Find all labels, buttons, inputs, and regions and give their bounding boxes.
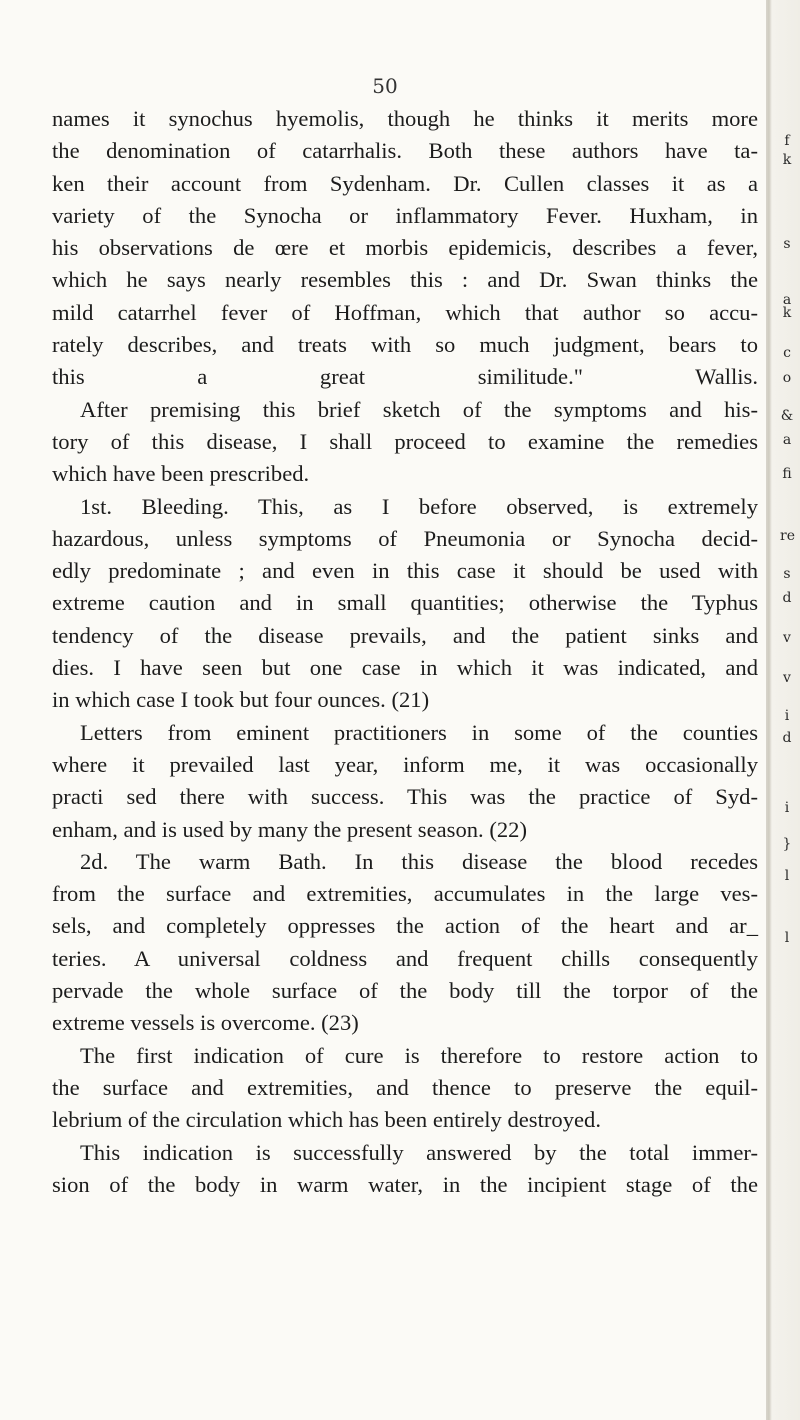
text-line: practi sed there with success. This was the practice of Syd- bbox=[52, 784, 758, 810]
text-line: which have been prescribed. bbox=[52, 461, 310, 487]
text-line: the denomination of catarrhalis. Both these authors have ta- bbox=[52, 138, 758, 164]
edge-letter: l bbox=[784, 868, 790, 884]
text-line: ken their account from Sydenham. Dr. Cullen classes it as a bbox=[52, 170, 758, 196]
text-line: extreme caution and in small quantities; otherwise the Typhus bbox=[52, 590, 758, 616]
edge-letter: & bbox=[780, 408, 794, 424]
text-line: variety of the Synocha or inflammatory Fever. Huxham, in bbox=[52, 202, 758, 228]
text-line: rately describes, and treats with so much judgment, bears to bbox=[52, 332, 758, 358]
text-line: sion of the body in warm water, in the incipient stage of the bbox=[52, 1171, 758, 1197]
edge-letter: s bbox=[783, 566, 791, 582]
text-line: this a great similitude." Wallis. bbox=[52, 364, 758, 390]
text-line: This indication is successfully answered by the total immer- bbox=[80, 1139, 758, 1165]
edge-letter: } bbox=[782, 836, 792, 852]
text-line: from the surface and extremities, accumulates in the large ves- bbox=[52, 881, 758, 907]
edge-letter: d bbox=[782, 730, 792, 746]
edge-letter: o bbox=[782, 370, 792, 386]
text-line: lebrium of the circulation which has been entirely destroyed. bbox=[52, 1107, 601, 1133]
text-line: 2d. The warm Bath. In this disease the blood recedes bbox=[80, 848, 758, 874]
edge-letter: f bbox=[784, 133, 790, 149]
page-number: 50 bbox=[372, 74, 398, 98]
edge-letter: k bbox=[782, 152, 792, 168]
text-line: extreme vessels is overcome. (23) bbox=[52, 1010, 359, 1036]
text-line: Letters from eminent practitioners in some of the counties bbox=[80, 719, 758, 745]
text-line: pervade the whole surface of the body till the torpor of the bbox=[52, 978, 758, 1004]
adjacent-page-edge bbox=[766, 0, 800, 1420]
text-line: edly predominate ; and even in this case it should be used with bbox=[52, 558, 758, 584]
text-line: 1st. Bleeding. This, as I before observed, is extremely bbox=[80, 493, 758, 519]
edge-letter: v bbox=[783, 630, 791, 646]
text-line: tory of this disease, I shall proceed to examine the remedies bbox=[52, 428, 758, 454]
text-line: enham, and is used by many the present season. (22) bbox=[52, 816, 527, 842]
adjacent-page-letters bbox=[774, 0, 800, 1420]
text-line: dies. I have seen but one case in which it was indicated, and bbox=[52, 655, 758, 681]
text-line: teries. A universal coldness and frequent chills consequently bbox=[52, 945, 758, 971]
edge-letter: re bbox=[780, 528, 795, 544]
edge-letter: c bbox=[783, 345, 791, 361]
text-line: After premising this brief sketch of the symptoms and his- bbox=[80, 396, 758, 422]
text-line: sels, and completely oppresses the action of the heart and ar_ bbox=[52, 913, 758, 939]
edge-letter: v bbox=[783, 670, 791, 686]
text-line: in which case I took but four ounces. (21) bbox=[52, 687, 430, 713]
text-line: his observations de œre et morbis epidemicis, describes a fever, bbox=[52, 235, 758, 261]
body-text bbox=[52, 103, 758, 1201]
text-line: the surface and extremities, and thence to preserve the equil- bbox=[52, 1074, 758, 1100]
edge-letter: k bbox=[782, 305, 792, 321]
edge-letter: fi bbox=[782, 466, 792, 482]
edge-letter: a bbox=[782, 432, 792, 448]
edge-letter: l bbox=[784, 930, 790, 946]
text-line: which he says nearly resembles this : and Dr. Swan thinks the bbox=[52, 267, 758, 293]
text-line: tendency of the disease prevails, and the patient sinks and bbox=[52, 622, 758, 648]
edge-letter: d bbox=[782, 590, 792, 606]
text-line: mild catarrhel fever of Hoffman, which that author so accu- bbox=[52, 299, 758, 325]
text-line: where it prevailed last year, inform me, it was occasionally bbox=[52, 751, 758, 777]
edge-letter: a bbox=[782, 292, 792, 308]
edge-letter: s bbox=[783, 236, 791, 252]
text-line: names it synochus hyemolis, though he thinks it merits more bbox=[52, 106, 758, 131]
text-line: The first indication of cure is therefore to restore action to bbox=[80, 1042, 758, 1068]
text-line: hazardous, unless symptoms of Pneumonia or Synocha decid- bbox=[52, 525, 758, 551]
edge-letter: i bbox=[784, 800, 790, 816]
edge-letter: i bbox=[784, 708, 790, 724]
